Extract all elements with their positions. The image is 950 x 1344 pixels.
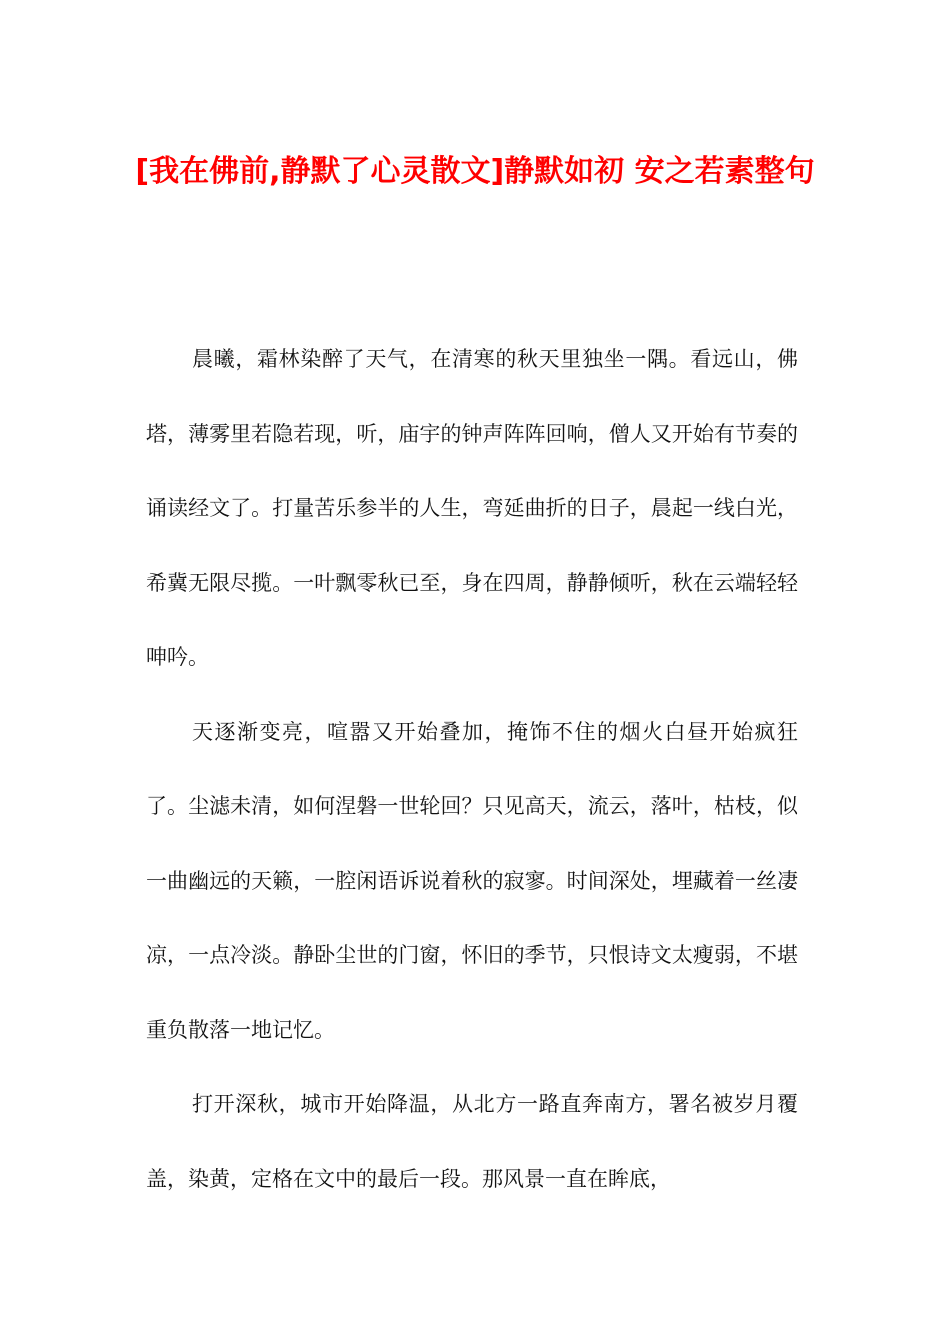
document-body (146, 322, 798, 1216)
paragraph-3: 打开深秋，城市开始降温，从北方一路直奔南方，署名被岁月覆盖，染黄，定格在文中的最后一段。那风景一直在眸底， (146, 1092, 798, 1191)
document-title: [我在佛前,静默了心灵散文]静默如初 安之若素整句 (135, 154, 815, 189)
paragraph-2: 天逐渐变亮，喧嚣又开始叠加，掩饰不住的烟火白昼开始疯狂了。尘滤未清，如何涅磐一世轮回？只见高天，流云，落叶，枯枝，似一曲幽远的天籁，一腔闲语诉说着秋的寂寥。时间深处，埋藏着一丝凄凉，一点冷淡。静卧尘世的门窗，怀旧的季节，只恨诗文太瘦弱，不堪重负散落一地记忆。 (146, 719, 798, 1042)
paragraph-1: 晨曦，霜林染醉了天气，在清寒的秋天里独坐一隅。看远山，佛塔，薄雾里若隐若现，听，庙宇的钟声阵阵回响，僧人又开始有节奏的诵读经文了。打量苦乐参半的人生，弯延曲折的日子，晨起一线白光，希冀无限尽揽。一叶飘零秋已至，身在四周，静静倾听，秋在云端轻轻呻吟。 (146, 347, 798, 669)
